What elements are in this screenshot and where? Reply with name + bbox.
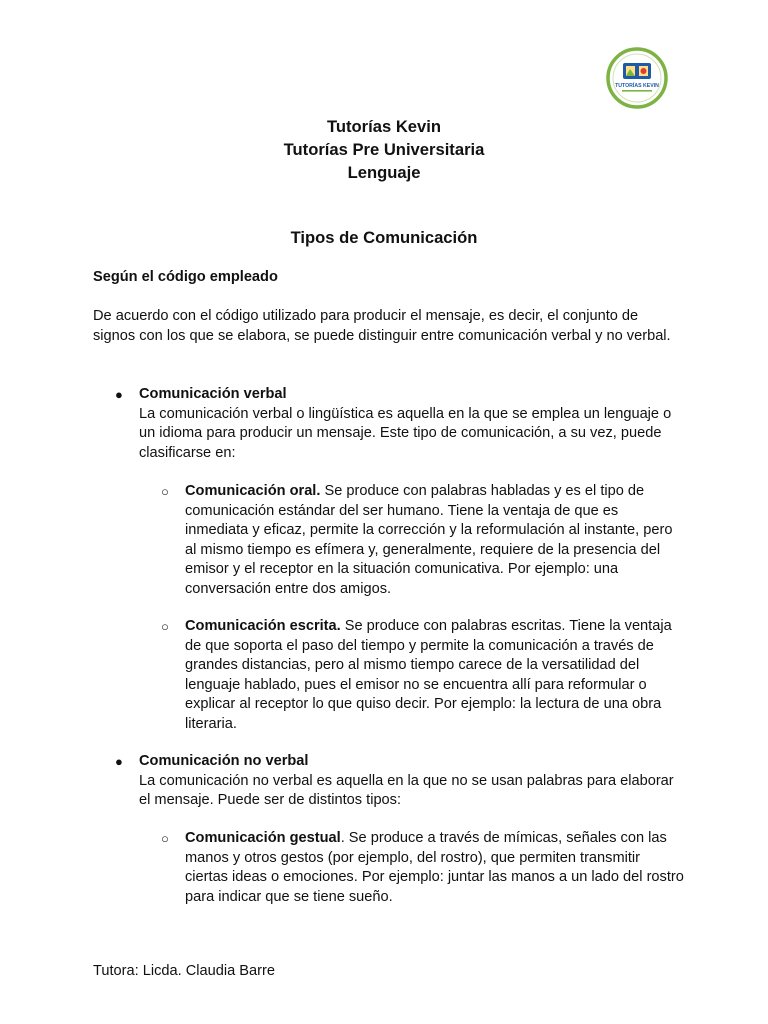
list-item-title: Comunicación no verbal	[139, 753, 309, 769]
tutorias-kevin-logo	[606, 47, 668, 109]
list-item-title: Comunicación verbal	[139, 386, 287, 402]
sublist-item-gestual	[185, 829, 685, 907]
header-line-1: Tutorías Kevin	[326, 117, 442, 136]
section-heading: Según el código empleado	[93, 269, 278, 285]
sublist-item-term: Comunicación gestual	[185, 830, 341, 846]
logo-emblem-icon	[606, 47, 668, 109]
bullet-circle-icon: ○	[161, 484, 169, 499]
bullet-circle-icon: ○	[161, 619, 169, 634]
svg-text:TUTORÍAS KEVIN: TUTORÍAS KEVIN	[615, 83, 659, 89]
sublist-item-text: Se produce con palabras escritas. Tiene la ventaja de que soporta el paso del tiempo y permite la comunicación a través de grandes distancias, pero al mismo tiempo carece de la versatilidad del lenguaje hablado, pues el emisor no se encuentra allí para reformular o explicar al receptor lo que quiso decir. Por ejemplo: la lectura de una obra literaria.	[185, 618, 672, 732]
sublist-item-oral	[185, 482, 685, 599]
list-item-no-verbal	[139, 752, 679, 811]
footer-tutor: Tutora: Licda. Claudia Barre	[93, 963, 275, 979]
bullet-disc-icon: ●	[115, 387, 123, 402]
intro-paragraph: De acuerdo con el código utilizado para producir el mensaje, es decir, el conjunto de signos con los que se elabora, se puede distinguir entre comunicación verbal y no verbal.	[93, 308, 671, 344]
document-header	[0, 115, 768, 184]
sublist-item-term: Comunicación escrita.	[185, 618, 341, 634]
bullet-disc-icon: ●	[115, 754, 123, 769]
list-item-text: La comunicación no verbal es aquella en la que no se usan palabras para elaborar el mensaje. Puede ser de distintos tipos:	[139, 772, 674, 808]
list-item-text: La comunicación verbal o lingüística es aquella en la que se emplea un lenguaje o un idioma para producir un mensaje. Este tipo de comunicación, a su vez, puede clasificarse en:	[139, 405, 672, 461]
sublist-item-term: Comunicación oral.	[185, 483, 321, 499]
sublist-item-text: Se produce con palabras habladas y es el tipo de comunicación estándar del ser humano. Tiene la ventaja de que es inmediata y eficaz, permite la corrección y la reformulación al instante, pero al mismo tiempo es efímera y, generalmente, requiere de la presencia del emisor y el receptor en la situación comunicativa. Por ejemplo: una conversación entre dos amigos.	[185, 483, 673, 597]
header-line-3: Lenguaje	[347, 163, 421, 182]
bullet-circle-icon: ○	[161, 831, 169, 846]
sublist-item-text: . Se produce a través de mímicas, señales con las manos y otros gestos (por ejemplo, del rostro), que permiten transmitir ciertas ideas o emociones. Por ejemplo: juntar las manos a un lado del rostro para indicar que se tiene sueño.	[185, 830, 684, 905]
document-title: Tipos de Comunicación	[290, 228, 478, 247]
sublist-item-escrita	[185, 617, 685, 734]
list-item-verbal	[139, 385, 679, 463]
header-line-2: Tutorías Pre Universitaria	[283, 140, 485, 159]
